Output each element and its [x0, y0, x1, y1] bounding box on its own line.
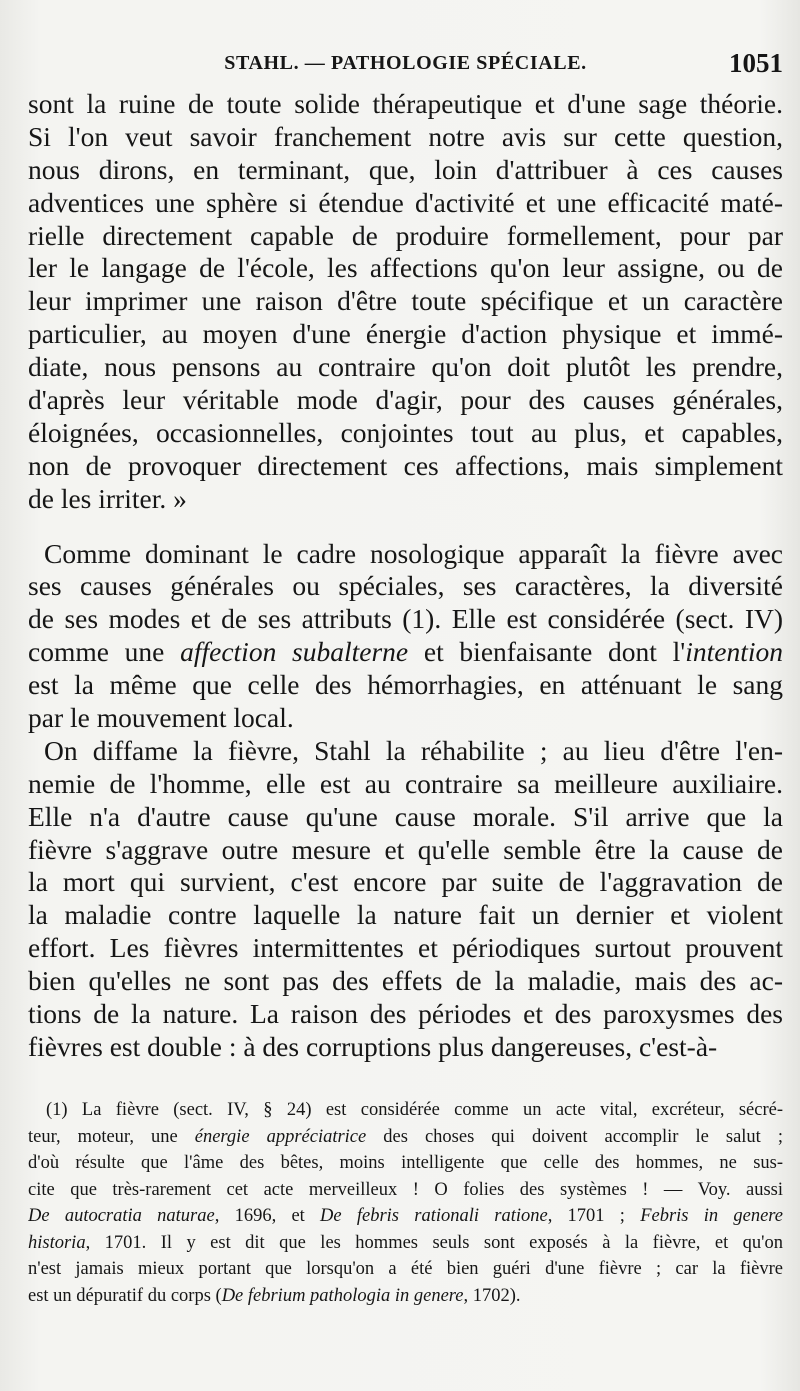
text-line: leur imprimer une raison d'être toute spécifique et un caractère — [28, 285, 783, 317]
text-line: bien qu'elles ne sont pas des effets de la maladie, mais des ac- — [28, 965, 783, 997]
text-line: Elle n'a d'autre cause qu'une cause morale. S'il arrive que la — [28, 800, 783, 832]
italic-term: énergie appréciatrice — [194, 1126, 367, 1147]
text-line: Comme dominant le cadre nosologique apparaît la fièvre avec — [44, 537, 783, 569]
italic-term: intention — [685, 636, 783, 668]
page-number: 1051 — [729, 48, 783, 78]
text-line: nous dirons, en terminant, que, loin d'attribuer à ces causes — [28, 153, 783, 185]
footnote-line: cite que très-rarement cet acte merveilleux ! O folies des systèmes ! — Voy. aussi — [28, 1179, 783, 1200]
text-line: fièvres est double : à des corruptions plus dangereuses, c'est-à- — [28, 1030, 718, 1062]
paragraph-1 — [28, 88, 783, 516]
text-segment: est un dépuratif du corps ( — [28, 1285, 222, 1306]
footnote-line — [28, 1283, 783, 1310]
text-segment: , 1696, et — [214, 1206, 321, 1226]
text-line — [28, 636, 783, 669]
text-line: particulier, au moyen d'une énergie d'action physique et immé- — [28, 318, 783, 350]
text-line: nemie de l'homme, elle est au contraire sa meilleure auxiliaire. — [28, 767, 783, 799]
footnote-line: n'est jamais mieux portant que lorsqu'on a été bien guéri d'une fièvre ; car la fièvre — [28, 1259, 783, 1279]
main-text — [28, 88, 783, 1064]
text-line: d'après leur véritable mode d'agir, pour des causes générales, — [28, 384, 783, 416]
text-line: Si l'on veut savoir franchement notre avis sur cette question, — [28, 120, 783, 152]
italic-title: De febrium pathologia in genere — [221, 1285, 464, 1306]
page-header — [28, 48, 783, 88]
text-line: ler le langage de l'école, les affections qu'on leur assigne, ou de — [28, 252, 783, 284]
text-line: sont la ruine de toute solide thérapeutique et d'une sage théorie. — [28, 88, 783, 119]
text-segment: teur, moteur, une — [28, 1126, 195, 1147]
text-line: de les irriter. » — [28, 482, 187, 514]
footnote-line: d'où résulte que l'âme des bêtes, moins intelligente que celle des hommes, ne sus- — [28, 1153, 783, 1173]
text-line: de ses modes et de ses attributs (1). Elle est considérée (sect. IV) — [28, 603, 783, 635]
italic-title: De autocratia naturae — [28, 1206, 215, 1226]
text-line: On diffame la fièvre, Stahl la réhabilite ; au lieu d'être l'en- — [44, 734, 783, 766]
text-segment: , 1702). — [463, 1285, 521, 1306]
text-line: adventices une sphère si étendue d'activité et une efficacité maté- — [28, 186, 783, 218]
text-line: diate, nous pensons au contraire qu'on doit plutôt les prendre, — [28, 351, 783, 383]
text-line: ses causes générales ou spéciales, ses caractères, la diversité — [28, 570, 783, 602]
footnote-line — [28, 1203, 783, 1230]
paragraph-3 — [28, 735, 783, 1064]
italic-term: affection subalterne — [180, 636, 409, 668]
text-line: la mort qui survient, c'est encore par suite de l'aggravation de — [28, 866, 783, 898]
text-line: rielle directement capable de produire formellement, pour par — [28, 219, 783, 251]
text-line: éloignées, occasionnelles, conjointes tout au plus, et capables, — [28, 416, 783, 448]
italic-title: De febris rationali ratione — [320, 1206, 548, 1226]
text-line: par le mouvement local. — [28, 702, 294, 734]
text-segment: et bienfaisante dont l' — [408, 636, 686, 668]
text-segment: , 1701. Il y est dit que les hommes seuls sont exposés à la fièvre, et qu'on — [85, 1232, 783, 1253]
text-line: effort. Les fièvres intermittentes et périodiques surtout prouvent — [28, 932, 783, 964]
footnote-line: (1) La fièvre (sect. IV, § 24) est considérée comme un acte vital, excréteur, sécré- — [46, 1100, 783, 1120]
text-line: la maladie contre laquelle la nature fait un dernier et violent — [28, 899, 783, 931]
footnote — [28, 1097, 783, 1309]
text-segment: , 1701 ; — [547, 1206, 641, 1226]
text-line: non de provoquer directement ces affections, mais simplement — [28, 449, 783, 481]
running-title: STAHL. — PATHOLOGIE SPÉCIALE. — [224, 52, 587, 74]
footnote-line — [28, 1124, 783, 1151]
text-line: fièvre s'aggrave outre mesure et qu'elle semble être la cause de — [28, 833, 783, 865]
text-line: est la même que celle des hémorrhagies, en atténuant le sang — [28, 669, 783, 701]
footnote-line — [28, 1230, 783, 1257]
italic-title: historia — [28, 1232, 86, 1253]
text-segment: des choses qui doivent accomplir le salut ; — [366, 1126, 783, 1147]
italic-title: Febris in genere — [640, 1206, 783, 1226]
text-line: tions de la nature. La raison des périodes et des paroxysmes des — [28, 998, 783, 1030]
paragraph-2 — [28, 538, 783, 735]
text-segment: comme une — [28, 636, 181, 668]
